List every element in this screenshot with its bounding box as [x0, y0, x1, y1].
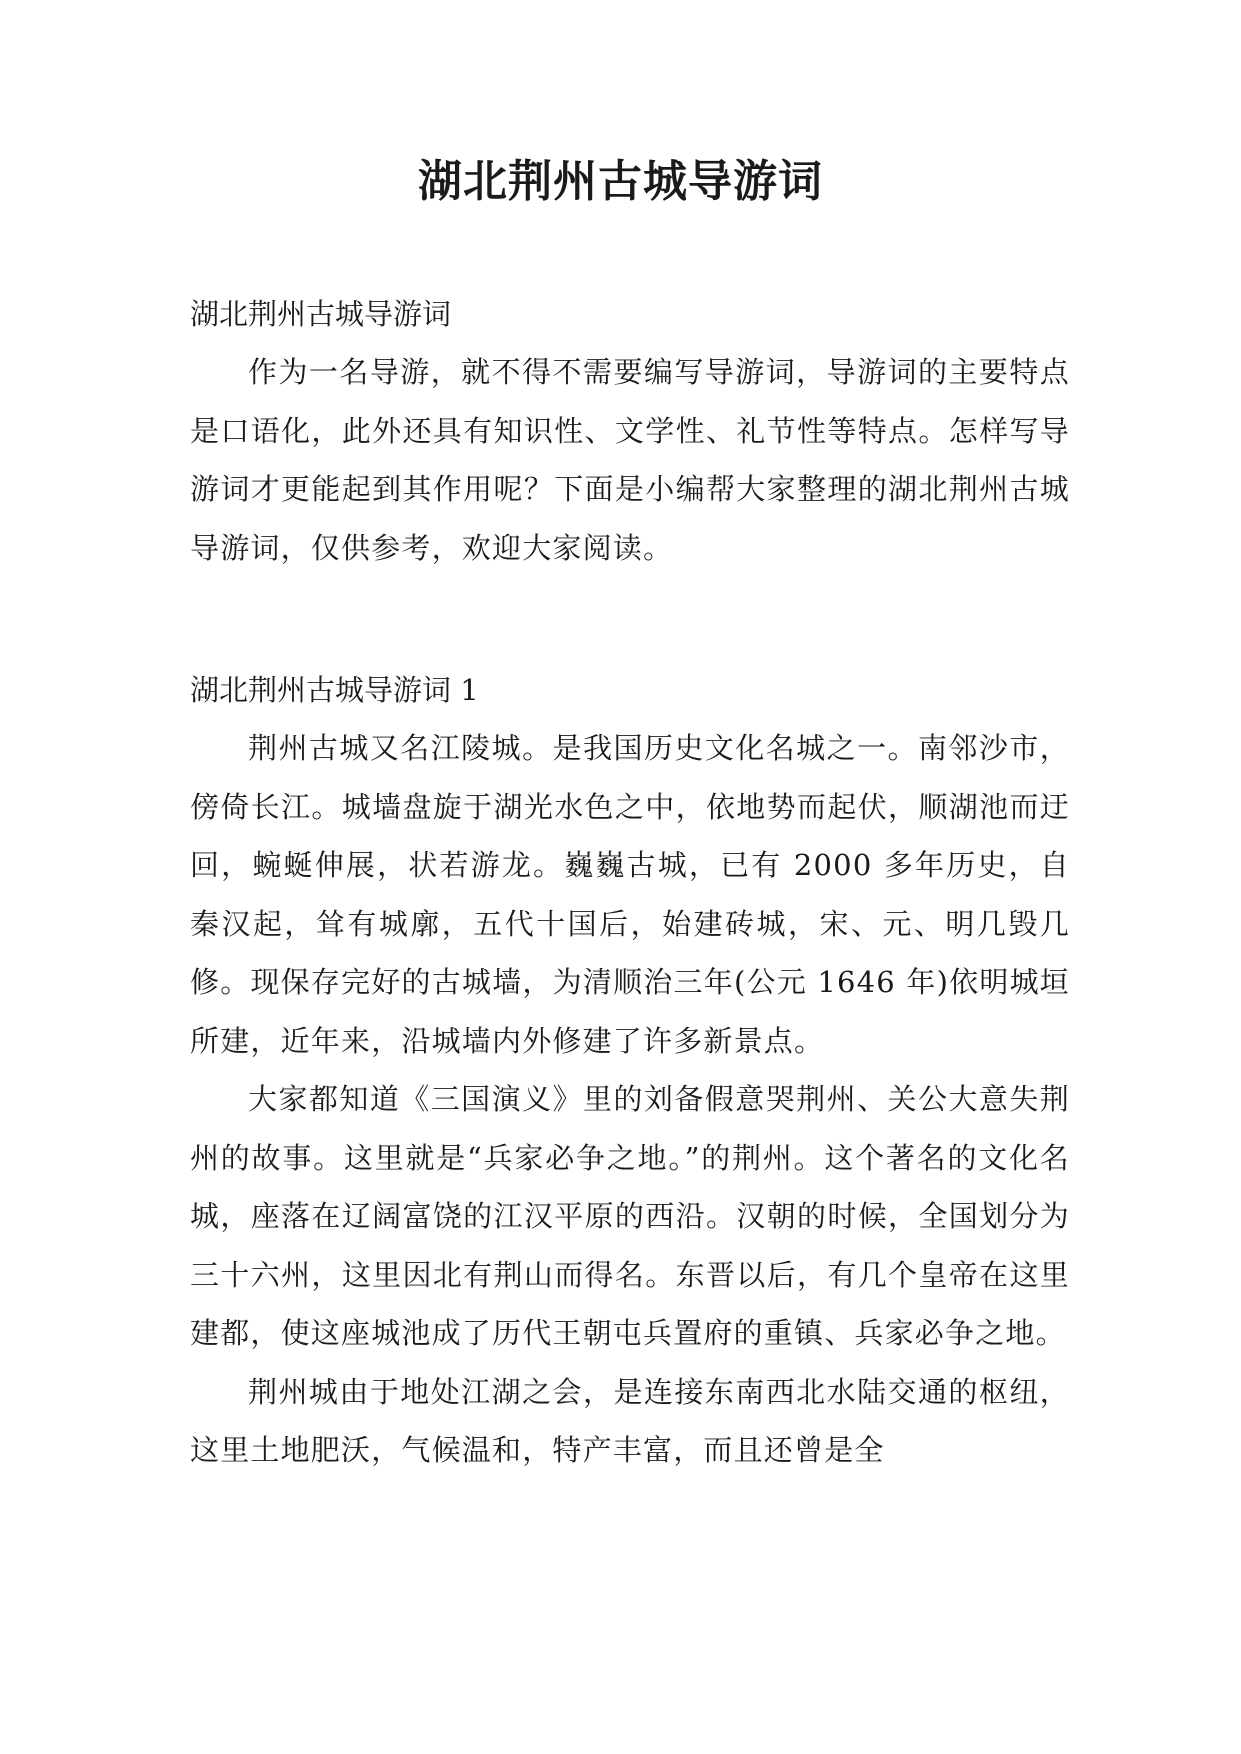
document-body	[190, 285, 1070, 1480]
document-title: 湖北荆州古城导游词	[418, 156, 823, 207]
section-heading-1: 湖北荆州古城导游词 1	[190, 673, 479, 707]
paragraph-1: 荆州古城又名江陵城。是我国历史文化名城之一。南邻沙市，傍倚长江。城墙盘旋于湖光水色之中，依地势而起伏，顺湖池而迂回，蜿蜒伸展，状若游龙。巍巍古城，已有 2000 多年历史，自秦汉起，耸有城廓，五代十国后，始建砖城，宋、元、明几毁几修。现保存完好的古城墙，为清顺治三年(公元 1646 年)依明城垣所建，近年来，沿城墙内外修建了许多新景点。	[190, 731, 1070, 1058]
guide-section-1	[190, 661, 1070, 1480]
paragraph-2: 大家都知道《三国演义》里的刘备假意哭荆州、关公大意失荆州的故事。这里就是“兵家必争之地。”的荆州。这个著名的文化名城，座落在辽阔富饶的江汉平原的西沿。汉朝的时候，全国划分为三十六州，这里因北有荆山而得名。东晋以后，有几个皇帝在这里建都，使这座城池成了历代王朝屯兵置府的重镇、兵家必争之地。	[190, 1082, 1070, 1350]
section-heading-intro: 湖北荆州古城导游词	[190, 297, 452, 331]
section-spacer	[190, 577, 1070, 661]
intro-section	[190, 285, 1070, 577]
intro-paragraph: 作为一名导游，就不得不需要编写导游词，导游词的主要特点是口语化，此外还具有知识性、文学性、礼节性等特点。怎样写导游词才更能起到其作用呢？下面是小编帮大家整理的湖北荆州古城导游词，仅供参考，欢迎大家阅读。	[190, 355, 1070, 565]
paragraph-3: 荆州城由于地处江湖之会，是连接东南西北水陆交通的枢纽，这里土地肥沃，气候温和，特产丰富，而且还曾是全	[190, 1374, 1070, 1467]
